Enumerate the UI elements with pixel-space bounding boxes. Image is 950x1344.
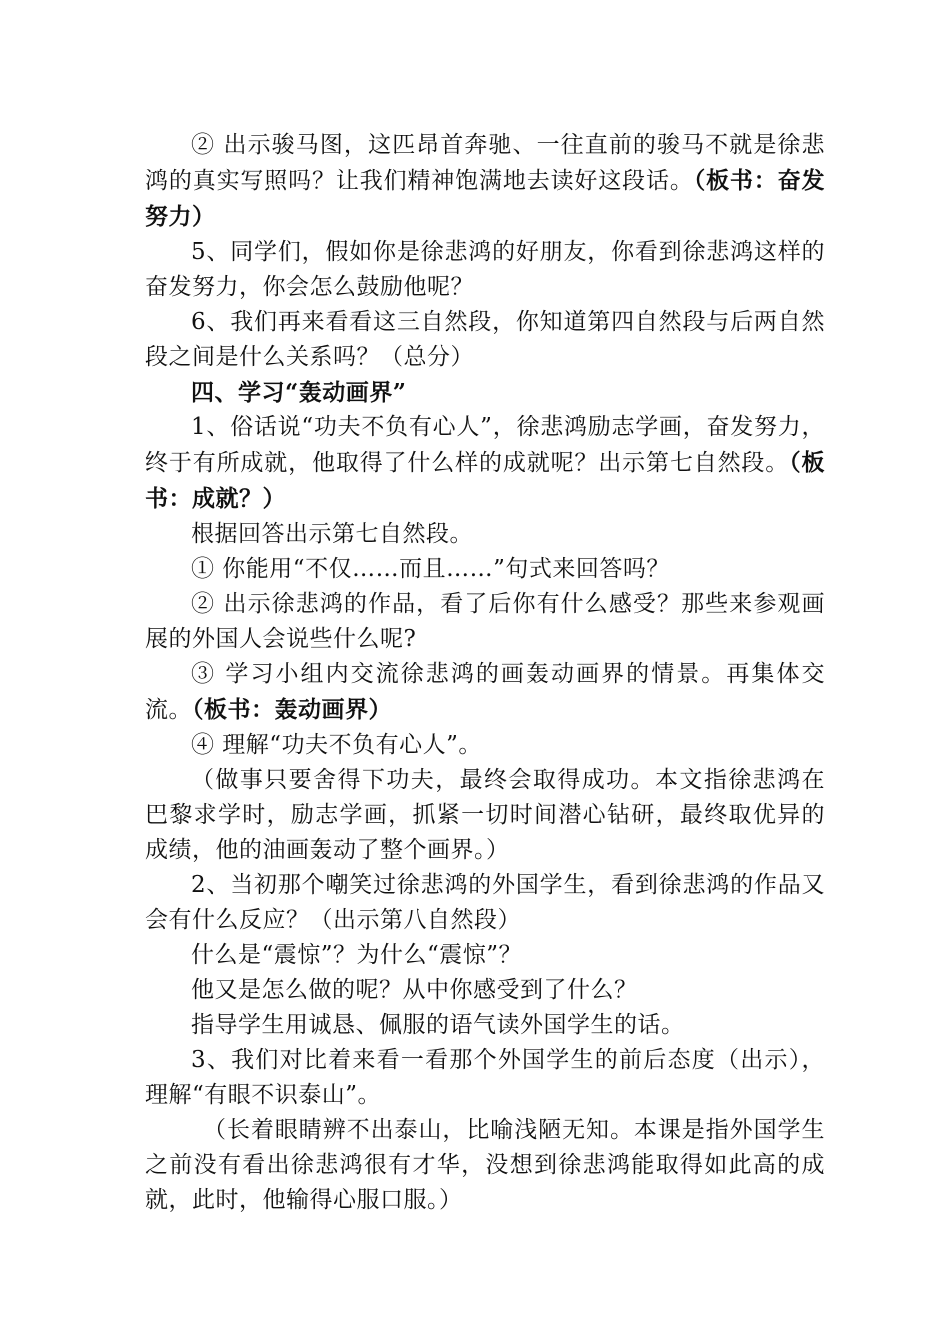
paragraph-relationship: 6、我们再来看看这三自然段，你知道第四自然段与后两自然段之间是什么关系吗？（总分） xyxy=(145,309,825,370)
paragraph-show-seventh: 根据回答出示第七自然段。 xyxy=(191,521,473,547)
board-note-effort: （板书：奋发努力） xyxy=(145,167,826,230)
paragraph-foreign-student: 2、当初那个嘲笑过徐悲鸿的外国学生，看到徐悲鸿的作品又会有什么反应？（出示第八自然段） xyxy=(145,872,825,933)
paragraph-sentence-pattern: ① 你能用“不仅……而且……”句式来回答吗？ xyxy=(191,556,670,582)
paragraph-shock-question: 什么是“震惊”？为什么“震惊”？ xyxy=(191,942,523,968)
paragraph-text: 1、俗话说“功夫不负有心人”，徐悲鸿励志学画，奋发努力，终于有所成就，他取得了什么样的成就呢？出示第七自然段。 xyxy=(145,414,825,476)
paragraph-compare-attitude: 3、我们对比着来看一看那个外国学生的前后态度（出示），理解“有眼不识泰山”。 xyxy=(145,1047,825,1108)
paragraph-how-did-he: 他又是怎么做的呢？从中你感受到了什么？ xyxy=(191,977,638,1003)
paragraph-understand-proverb: ④ 理解“功夫不负有心人”。 xyxy=(191,732,482,758)
section-heading: 四、学习“轰动画界” xyxy=(191,379,407,406)
paragraph-works: ② 出示徐悲鸿的作品，看了后你有什么感受？那些来参观画展的外国人会说些什么呢? xyxy=(145,591,825,652)
board-note-achievement: （板书：成就？） xyxy=(145,449,826,512)
paragraph-achievement xyxy=(145,410,825,517)
document-page xyxy=(145,128,825,1218)
paragraph-horse-picture xyxy=(145,128,825,235)
paragraph-explanation-2: （长着眼睛辨不出泰山，比喻浅陋无知。本课是指外国学生之前没有看出徐悲鸿很有才华，没想到徐悲鸿能取得如此高的成就，此时，他输得心服口服。） xyxy=(145,1117,825,1213)
paragraph-encourage: 5、同学们，假如你是徐悲鸿的好朋友，你看到徐悲鸿这样的奋发努力，你会怎么鼓励他呢？ xyxy=(145,239,825,300)
paragraph-guide-reading: 指导学生用诚恳、佩服的语气读外国学生的话。 xyxy=(191,1012,685,1038)
paragraph-text: ③ 学习小组内交流徐悲鸿的画轰动画界的情景。再集体交流。 xyxy=(145,661,825,723)
paragraph-explanation-1: （做事只要舍得下功夫，最终会取得成功。本文指徐悲鸿在巴黎求学时，励志学画，抓紧一切时间潜心钻研，最终取优异的成绩，他的油画轰动了整个画界。） xyxy=(145,767,825,863)
paragraph-group-discussion xyxy=(145,657,825,728)
paragraph-text: ② 出示骏马图，这匹昂首奔驰、一往直前的骏马不就是徐悲鸿的真实写照吗？让我们精神饱满地去读好这段话。 xyxy=(145,132,825,194)
board-note-sensation: （板书：轰动画界） xyxy=(192,696,392,723)
